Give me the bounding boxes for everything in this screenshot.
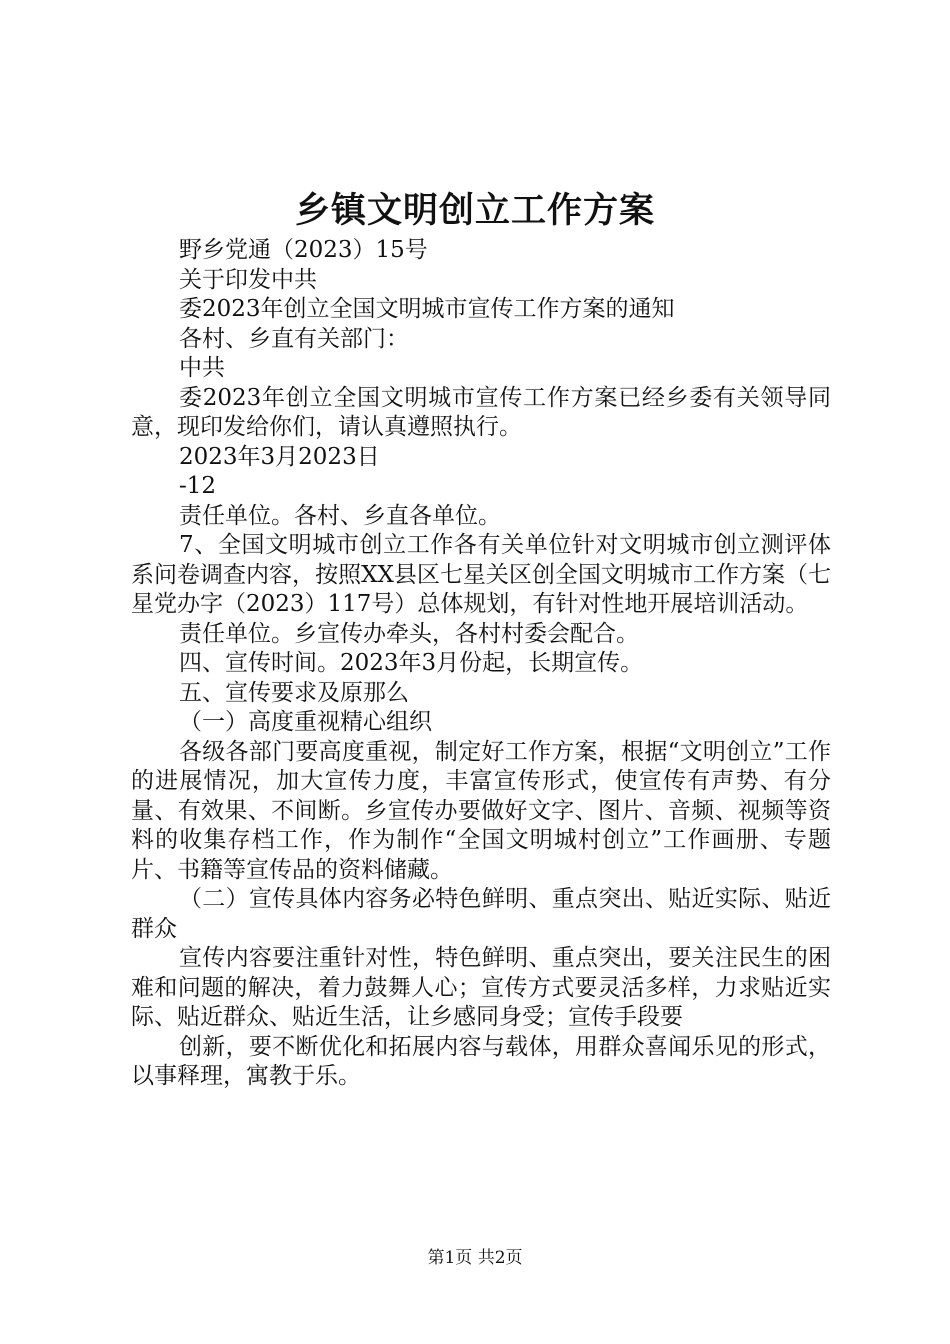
document-title: 乡镇文明创立工作方案 [294, 190, 655, 231]
paragraph: 各村、乡直有关部门： [179, 325, 409, 352]
paragraph: 责任单位。乡宣传办牵头，各村村委会配合。 [179, 620, 639, 647]
page-footer: 第1页 共2页 [427, 1248, 523, 1268]
paragraph: （一）高度重视精心组织 [179, 709, 432, 735]
paragraph: 宣传内容要注重针对性，特色鲜明、重点突出，要关注民生的困难和问题的解决，着力鼓舞人心；宣传方式要灵活多样，力求贴近实际、贴近群众、贴近生活，让乡感同身受；宣传手段要 [131, 945, 831, 1030]
paragraph: 7、全国文明城市创立工作各有关单位针对文明城市创立测评体系问卷调查内容，按照XX县区七星关区创全国文明城市工作方案（七星党办字（2023）117号）总体规划，有针对性地开展培训活动。 [131, 532, 831, 617]
paragraph: 关于印发中共 [179, 266, 317, 293]
paragraph: （二）宣传具体内容务必特色鲜明、重点突出、贴近实际、贴近群众 [131, 886, 831, 942]
paragraph: -12 [179, 473, 217, 499]
paragraph: 创新，要不断优化和拓展内容与载体，用群众喜闻乐见的形式，以事释理，寓教于乐。 [131, 1033, 831, 1089]
paragraph: 2023年3月2023日 [179, 443, 380, 470]
paragraph: 责任单位。各村、乡直各单位。 [179, 502, 501, 529]
paragraph: 中共 [179, 355, 225, 381]
paragraph: 四、宣传时间。2023年3月份起，长期宣传。 [179, 650, 644, 676]
paragraph: 委2023年创立全国文明城市宣传工作方案的通知 [179, 296, 675, 322]
paragraph: 各级各部门要高度重视，制定好工作方案，根据“文明创立”工作的进展情况，加大宣传力度，丰富宣传形式，使宣传有声势、有分量、有效果、不间断。乡宣传办要做好文字、图片、音频、视频等资料的收集存档工作，作为制作“全国文明城村创立”工作画册、专题片、书籍等宣传品的资料储藏。 [131, 738, 831, 883]
paragraph: 委2023年创立全国文明城市宣传工作方案已经乡委有关领导同意，现印发给你们，请认真遵照执行。 [131, 384, 831, 440]
document-body [131, 236, 831, 1092]
paragraph: 五、宣传要求及原那么 [179, 679, 409, 706]
paragraph: 野乡党通（2023）15号 [179, 237, 428, 263]
